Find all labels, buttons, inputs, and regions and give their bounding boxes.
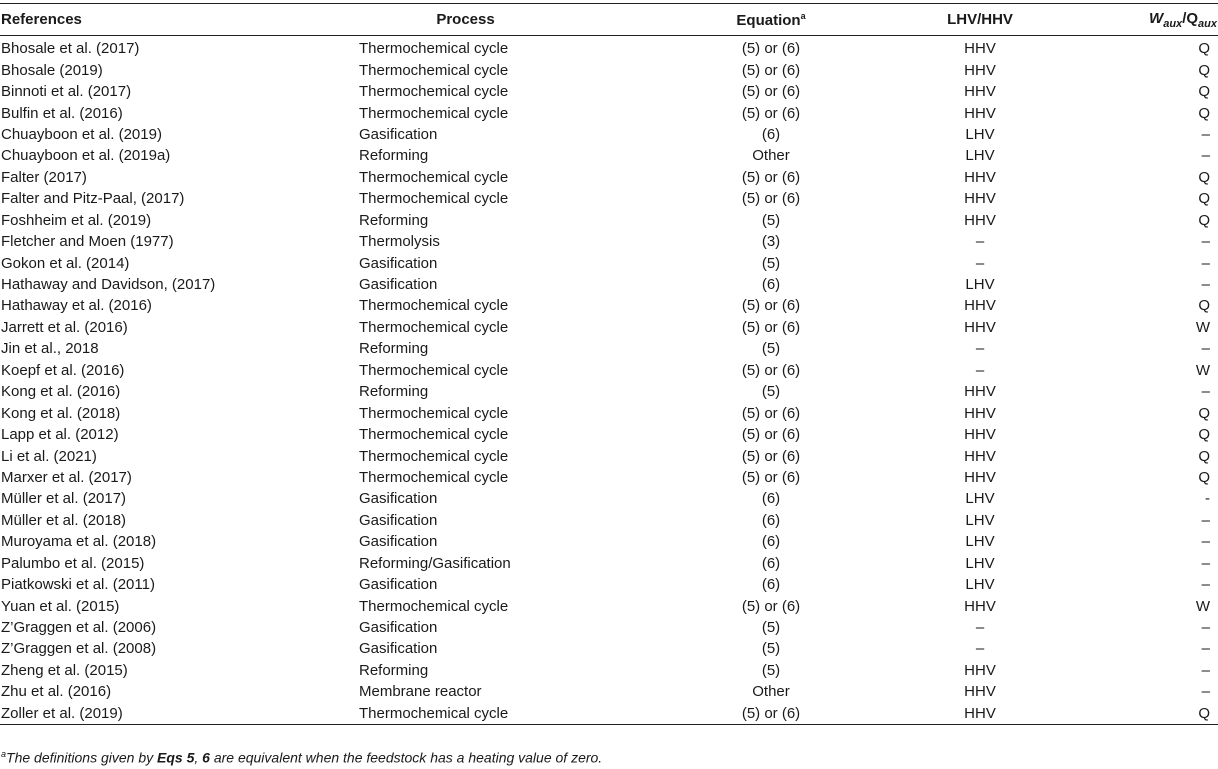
table-row (0, 488, 1218, 509)
cell-aux: – (1201, 619, 1210, 637)
cell-aux: – (1201, 233, 1210, 251)
cell-lhv-hhv: HHV (964, 383, 996, 401)
table-row (0, 617, 1218, 638)
cell-process: Gasification (359, 619, 438, 637)
cell-aux: – (1201, 554, 1210, 572)
table-row (0, 681, 1218, 702)
cell-aux: Q (1198, 61, 1210, 79)
cell-reference: Falter and Pitz-Paal, (2017) (1, 190, 185, 208)
cell-process: Thermochemical cycle (359, 297, 509, 315)
table-row (0, 381, 1218, 402)
cell-equation: (5) (761, 383, 781, 401)
table-row (0, 274, 1218, 295)
cell-aux: W (1195, 597, 1210, 615)
cell-process: Reforming (359, 340, 429, 358)
table-row (0, 167, 1218, 188)
cell-aux: Q (1198, 468, 1210, 486)
cell-equation: (6) (761, 554, 781, 572)
cell-reference: Yuan et al. (2015) (1, 597, 120, 615)
cell-aux: Q (1198, 211, 1210, 229)
cell-aux: Q (1198, 168, 1210, 186)
cell-process: Reforming/Gasification (359, 554, 511, 572)
cell-lhv-hhv: – (975, 361, 985, 379)
cell-reference: Chuayboon et al. (2019) (1, 125, 162, 143)
cell-reference: Zhu et al. (2016) (1, 683, 112, 701)
cell-reference: Li et al. (2021) (1, 447, 97, 465)
cell-reference: Muroyama et al. (2018) (1, 533, 157, 551)
cell-reference: Kong et al. (2018) (1, 404, 121, 422)
cell-equation: (5) (761, 211, 781, 229)
cell-reference: Falter (2017) (1, 168, 87, 186)
cell-aux: W (1195, 361, 1210, 379)
table-row (0, 210, 1218, 231)
cell-equation: (5) or (6) (741, 104, 801, 122)
cell-aux: Q (1198, 40, 1210, 58)
cell-lhv-hhv: LHV (965, 490, 995, 508)
cell-process: Thermochemical cycle (359, 361, 509, 379)
cell-equation: (5) (761, 340, 781, 358)
cell-equation: (5) (761, 640, 781, 658)
cell-aux: Q (1198, 404, 1210, 422)
cell-equation: (5) (761, 619, 781, 637)
cell-process: Thermochemical cycle (359, 83, 509, 101)
cell-reference: Koepf et al. (2016) (1, 361, 125, 379)
cell-equation: (5) or (6) (741, 597, 801, 615)
cell-lhv-hhv: LHV (965, 147, 995, 165)
cell-lhv-hhv: HHV (964, 83, 996, 101)
cell-aux: Q (1198, 190, 1210, 208)
cell-equation: (6) (761, 533, 781, 551)
cell-reference: Piatkowski et al. (2011) (1, 576, 155, 594)
cell-reference: Hathaway and Davidson, (2017) (1, 276, 216, 294)
cell-equation: (5) or (6) (741, 61, 801, 79)
cell-process: Thermochemical cycle (359, 190, 509, 208)
cell-lhv-hhv: HHV (964, 447, 996, 465)
cell-equation: (5) or (6) (741, 83, 801, 101)
cell-equation: (5) or (6) (741, 468, 801, 486)
table-row (0, 188, 1218, 209)
cell-equation: (5) or (6) (741, 297, 801, 315)
cell-aux: – (1201, 511, 1210, 529)
cell-equation: (6) (761, 511, 781, 529)
references-table (0, 3, 1218, 725)
cell-lhv-hhv: LHV (965, 554, 995, 572)
cell-lhv-hhv: – (975, 254, 985, 272)
cell-process: Thermochemical cycle (359, 318, 509, 336)
table-row (0, 510, 1218, 531)
cell-lhv-hhv: HHV (964, 661, 996, 679)
footnote-sup: a (1, 749, 7, 759)
header-equation-label: Equation (736, 11, 801, 29)
cell-lhv-hhv: HHV (964, 168, 996, 186)
cell-process: Reforming (359, 383, 429, 401)
cell-equation: (5) or (6) (741, 40, 801, 58)
cell-equation: (6) (761, 490, 781, 508)
cell-reference: Zoller et al. (2019) (1, 704, 123, 722)
cell-reference: Müller et al. (2017) (1, 490, 127, 508)
cell-aux: – (1201, 640, 1210, 658)
cell-equation: Other (752, 683, 790, 701)
cell-equation: (5) or (6) (741, 447, 801, 465)
table-row (0, 595, 1218, 616)
cell-equation: Other (752, 147, 790, 165)
cell-aux: Q (1198, 704, 1210, 722)
cell-aux: – (1201, 254, 1210, 272)
cell-aux: Q (1198, 83, 1210, 101)
cell-process: Gasification (359, 533, 438, 551)
cell-reference: Foshheim et al. (2019) (1, 211, 152, 229)
cell-aux: - (1205, 490, 1210, 508)
cell-lhv-hhv: HHV (964, 297, 996, 315)
cell-process: Thermochemical cycle (359, 704, 509, 722)
cell-aux: Q (1198, 104, 1210, 122)
header-equation-sup: a (800, 10, 806, 21)
cell-process: Thermochemical cycle (359, 168, 509, 186)
cell-reference: Müller et al. (2018) (1, 511, 127, 529)
table-row (0, 36, 1218, 60)
cell-equation: (5) or (6) (741, 361, 801, 379)
cell-aux: – (1201, 276, 1210, 294)
cell-reference: Gokon et al. (2014) (1, 254, 130, 272)
cell-equation: (6) (761, 276, 781, 294)
cell-reference: Bulfin et al. (2016) (1, 104, 123, 122)
cell-lhv-hhv: – (975, 233, 985, 251)
table-row (0, 402, 1218, 423)
cell-reference: Bhosale et al. (2017) (1, 40, 140, 58)
cell-lhv-hhv: HHV (964, 704, 996, 722)
cell-reference: Binnoti et al. (2017) (1, 83, 132, 101)
cell-reference: Fletcher and Moen (1977) (1, 233, 174, 251)
cell-lhv-hhv: HHV (964, 597, 996, 615)
cell-lhv-hhv: HHV (964, 683, 996, 701)
cell-process: Reforming (359, 661, 429, 679)
footnote-text-before: The definitions given by (6, 749, 157, 766)
cell-equation: (5) or (6) (741, 168, 801, 186)
cell-process: Thermochemical cycle (359, 104, 509, 122)
cell-process: Reforming (359, 147, 429, 165)
table-row (0, 102, 1218, 123)
cell-process: Thermochemical cycle (359, 404, 509, 422)
cell-reference: Zheng et al. (2015) (1, 661, 128, 679)
cell-process: Membrane reactor (359, 683, 482, 701)
cell-aux: – (1201, 683, 1210, 701)
cell-lhv-hhv: LHV (965, 576, 995, 594)
cell-lhv-hhv: HHV (964, 40, 996, 58)
cell-reference: Jarrett et al. (2016) (1, 318, 128, 336)
cell-equation: (6) (761, 125, 781, 143)
cell-process: Thermochemical cycle (359, 468, 509, 486)
table-header (0, 4, 1218, 36)
cell-lhv-hhv: HHV (964, 104, 996, 122)
cell-process: Reforming (359, 211, 429, 229)
cell-process: Thermochemical cycle (359, 447, 509, 465)
cell-process: Thermolysis (359, 233, 440, 251)
table-row (0, 231, 1218, 252)
cell-lhv-hhv: HHV (964, 468, 996, 486)
cell-reference: Jin et al., 2018 (1, 340, 99, 358)
cell-lhv-hhv: LHV (965, 533, 995, 551)
cell-equation: (3) (761, 233, 781, 251)
cell-reference: Hathaway et al. (2016) (1, 297, 152, 315)
cell-lhv-hhv: HHV (964, 318, 996, 336)
cell-aux: – (1201, 147, 1210, 165)
table-row (0, 295, 1218, 316)
cell-lhv-hhv: – (975, 619, 985, 637)
table-row (0, 252, 1218, 273)
cell-process: Gasification (359, 490, 438, 508)
cell-lhv-hhv: – (975, 640, 985, 658)
cell-equation: (6) (761, 576, 781, 594)
table-row (0, 81, 1218, 102)
table-row (0, 338, 1218, 359)
cell-process: Thermochemical cycle (359, 597, 509, 615)
table-row (0, 574, 1218, 595)
table-row (0, 59, 1218, 80)
table-row (0, 317, 1218, 338)
cell-reference: Palumbo et al. (2015) (1, 554, 145, 572)
cell-aux: Q (1198, 297, 1210, 315)
header-aux-q: Q (1186, 9, 1199, 27)
cell-equation: (5) or (6) (741, 704, 801, 722)
cell-aux: – (1201, 383, 1210, 401)
cell-reference: Chuayboon et al. (2019a) (1, 147, 171, 165)
cell-lhv-hhv: HHV (964, 404, 996, 422)
table-row (0, 467, 1218, 488)
cell-process: Gasification (359, 254, 438, 272)
table-row (0, 531, 1218, 552)
cell-lhv-hhv: LHV (965, 276, 995, 294)
table-row (0, 660, 1218, 681)
cell-reference: Z’Graggen et al. (2008) (1, 640, 157, 658)
header-aux-sep: / (1182, 9, 1187, 27)
header-aux-q-sub: aux (1198, 17, 1217, 30)
cell-aux: – (1201, 576, 1210, 594)
cell-equation: (5) (761, 254, 781, 272)
header-aux (1062, 4, 1218, 36)
footnote-eqs: Eqs 5 (157, 749, 195, 766)
header-aux-w: W (1149, 9, 1164, 27)
cell-process: Gasification (359, 125, 438, 143)
cell-reference: Marxer et al. (2017) (1, 468, 132, 486)
table-row (0, 445, 1218, 466)
cell-lhv-hhv: HHV (964, 211, 996, 229)
table-footnote (1, 749, 602, 766)
cell-equation: (5) or (6) (741, 404, 801, 422)
cell-equation: (5) (761, 661, 781, 679)
cell-reference: Lapp et al. (2012) (1, 426, 119, 444)
cell-aux: – (1201, 533, 1210, 551)
cell-process: Thermochemical cycle (359, 40, 509, 58)
cell-aux: W (1195, 318, 1210, 336)
table-row (0, 124, 1218, 145)
cell-lhv-hhv: HHV (964, 426, 996, 444)
cell-process: Thermochemical cycle (359, 426, 509, 444)
cell-aux: Q (1198, 426, 1210, 444)
footnote-eq-6: 6 (202, 749, 210, 766)
header-aux-w-sub: aux (1163, 17, 1183, 30)
table-row (0, 424, 1218, 445)
cell-reference: Kong et al. (2016) (1, 383, 121, 401)
table-row (0, 145, 1218, 166)
header-references: References (1, 11, 82, 28)
header-process: Process (436, 11, 495, 28)
cell-lhv-hhv: – (975, 340, 985, 358)
cell-reference: Bhosale (2019) (1, 61, 103, 79)
cell-equation: (5) or (6) (741, 190, 801, 208)
cell-aux: Q (1198, 447, 1210, 465)
cell-reference: Z’Graggen et al. (2006) (1, 619, 157, 637)
footnote-text-after: are equivalent when the feedstock has a heating value of zero. (209, 749, 603, 766)
table-body (0, 36, 1218, 725)
cell-lhv-hhv: HHV (964, 190, 996, 208)
header-row (0, 4, 1218, 36)
cell-lhv-hhv: LHV (965, 511, 995, 529)
cell-aux: – (1201, 125, 1210, 143)
table-row (0, 360, 1218, 381)
cell-process: Gasification (359, 576, 438, 594)
table-row (0, 703, 1218, 725)
cell-process: Thermochemical cycle (359, 61, 509, 79)
cell-aux: – (1201, 661, 1210, 679)
cell-equation: (5) or (6) (741, 426, 801, 444)
cell-process: Gasification (359, 276, 438, 294)
cell-equation: (5) or (6) (741, 318, 801, 336)
header-lhv-hhv: LHV/HHV (947, 11, 1013, 28)
cell-process: Gasification (359, 640, 438, 658)
cell-lhv-hhv: HHV (964, 61, 996, 79)
table-row (0, 553, 1218, 574)
cell-lhv-hhv: LHV (965, 125, 995, 143)
footnote-separator: , (194, 749, 203, 766)
header-equation (644, 4, 898, 36)
table-row (0, 638, 1218, 659)
cell-process: Gasification (359, 511, 438, 529)
cell-aux: – (1201, 340, 1210, 358)
